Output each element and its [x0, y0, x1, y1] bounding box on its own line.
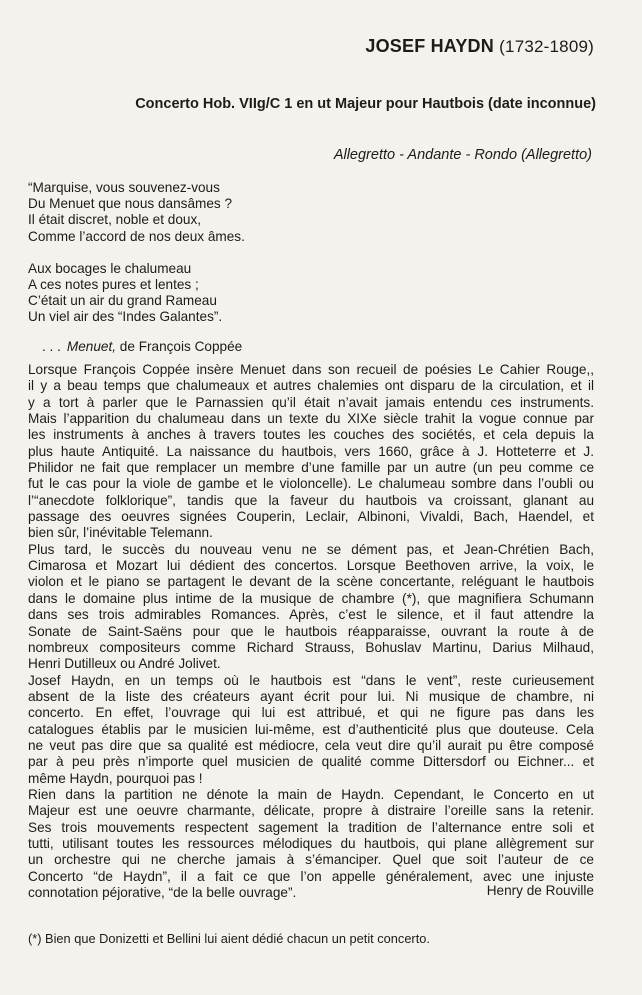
essay-line: même Haydn, pourquoi pas !: [28, 770, 203, 786]
poem-block: [28, 180, 245, 342]
composer-heading: [365, 36, 594, 57]
essay-body: [28, 362, 594, 901]
essay-line: Philidor ne fait que remplacer un membre d’une famille par un autre (un peu comme ce: [28, 460, 594, 476]
composer-name: JOSEF HAYDN: [365, 36, 494, 56]
essay-line: dans ses trois admirables Romances. Après, c’est le silence, et il faut attendre la: [28, 607, 594, 623]
essay-line: fut le cas pour la viole de gambe et le violoncelle). Le chalumeau sombre dans l’oubli ou: [28, 476, 594, 492]
essay-line: Josef Haydn, en un temps où le hautbois est “dans le vent”, reste curieusement: [28, 672, 594, 688]
essay-line: passage des oeuvres signées Couperin, Leclair, Albinoni, Vivaldi, Bach, Haendel, et: [28, 509, 594, 525]
essay-line: concerto. En effet, l’ouvrage qui lui est attribué, et qui ne figure pas dans les: [28, 705, 594, 721]
essay-line: Ses trois mouvements respectent sagement la tradition de l’alternance entre soli et: [28, 819, 594, 835]
work-title: Concerto Hob. VIIg/C 1 en ut Majeur pour Hautbois (date inconnue): [135, 96, 596, 112]
poem-stanza-2: [28, 261, 245, 326]
composer-dates: (1732-1809): [499, 37, 594, 56]
essay-line: il y a beau temps que chalumeaux et autres chalemies ont disparu de la circulation, et il: [28, 378, 594, 394]
poem-line: Du Menuet que nous dansâmes ?: [28, 196, 233, 212]
author-signature: Henry de Rouville: [486, 883, 594, 898]
poem-line: Il était discret, noble et doux,: [28, 212, 202, 228]
poem-line: A ces notes pures et lentes ;: [28, 277, 199, 293]
attribution-dots: . . .: [42, 339, 61, 354]
essay-line: Rien dans la partition ne dénote la main de Haydn. Cependant, le Concerto en ut: [28, 786, 594, 802]
essay-line: absent de la liste des créateurs ayant écrit pour lui. Ni musique de chambre, ni: [28, 688, 594, 704]
essay-line: violon et le piano se partagent le devant de la scène concertante, reléguant le hautbois: [28, 574, 594, 590]
footnote: (*) Bien que Donizetti et Bellini lui aient dédié chacun un petit concerto.: [28, 931, 430, 946]
essay-line: dans le domaine plus intime de la musique de chambre (*), que magnifiera Schumann: [28, 590, 594, 606]
poem-attribution: [42, 339, 242, 354]
poem-line: C’était un air du grand Rameau: [28, 293, 217, 309]
essay-line: l’“anecdote folklorique”, tandis que la faveur du hautbois va croissant, glanant au: [28, 492, 594, 508]
essay-line: y a tort à parler que le Parnassien qu’il était n’avait jamais entendu ces instruments.: [28, 394, 594, 410]
attribution-author: de François Coppée: [116, 339, 243, 354]
essay-line: Plus tard, le succès du nouveau venu ne se dément pas, et Jean-Chrétien Bach,: [28, 541, 594, 557]
essay-line: Concerto “de Haydn”, il a fait ce que l’on appelle généralement, avec une injuste: [28, 868, 594, 884]
essay-line: un orchestre qui ne cherche jamais à s’émanciper. Quel que soit l’auteur de ce: [28, 852, 594, 868]
essay-line: connotation péjorative, “de la belle ouvrage”.: [28, 885, 297, 900]
essay-line: tutti, utilisant toutes les ressources mélodiques du hautbois, qui plane allègrement sur: [28, 835, 594, 851]
poem-line: Comme l’accord de nos deux âmes.: [28, 228, 245, 244]
essay-line: Mais l’apparition du chalumeau dans un texte du XIXe siècle trahit la vogue connue par: [28, 411, 594, 427]
essay-line: plus haute Antiquité. La naissance du hautbois, vers 1660, grâce à J. Hotteterre et J.: [28, 443, 594, 459]
poem-line: Aux bocages le chalumeau: [28, 260, 192, 276]
essay-line: les instruments à anches à travers toutes les couches des sociétés, et cela depuis la: [28, 427, 594, 443]
essay-line: Majeur est une oeuvre charmante, délicate, propre à distraire l’oreille sans la retenir.: [28, 803, 594, 819]
poem-line: Un viel air des “Indes Galantes”.: [28, 309, 223, 325]
poem-stanza-1: [28, 180, 245, 245]
essay-line: Sonate de Saint-Saëns pour que le hautbois réapparaisse, ouvrant la route à de: [28, 623, 594, 639]
attribution-title: Menuet,: [66, 339, 117, 354]
essay-line: Henri Dutilleux ou André Jolivet.: [28, 656, 221, 672]
movements-line: Allegretto - Andante - Rondo (Allegretto): [333, 147, 592, 163]
essay-line: par à peu près n’importe quel musicien de qualité comme Dittersdorf ou Eichner... et: [28, 754, 594, 770]
essay-line: Lorsque François Coppée insère Menuet dans son recueil de poésies Le Cahier Rouge,,: [28, 362, 594, 377]
essay-line: ne veut pas dire que sa qualité est médiocre, cela veut dire qu’il aurait pu être composé: [28, 737, 594, 753]
essay-line: nombreux compositeurs comme Richard Strauss, Bohuslav Martinu, Darius Milhaud,: [28, 639, 594, 655]
essay-line: catalogues établis par le musicien lui-même, est d’authenticité plus que douteuse. Cela: [28, 721, 594, 737]
poem-line: “Marquise, vous souvenez-vous: [28, 180, 220, 195]
essay-line: Cimarosa et Mozart lui dédient des concertos. Lorsque Beethoven arrive, la voix, le: [28, 558, 594, 574]
essay-line: bien sûr, l’inévitable Telemann.: [28, 525, 213, 541]
